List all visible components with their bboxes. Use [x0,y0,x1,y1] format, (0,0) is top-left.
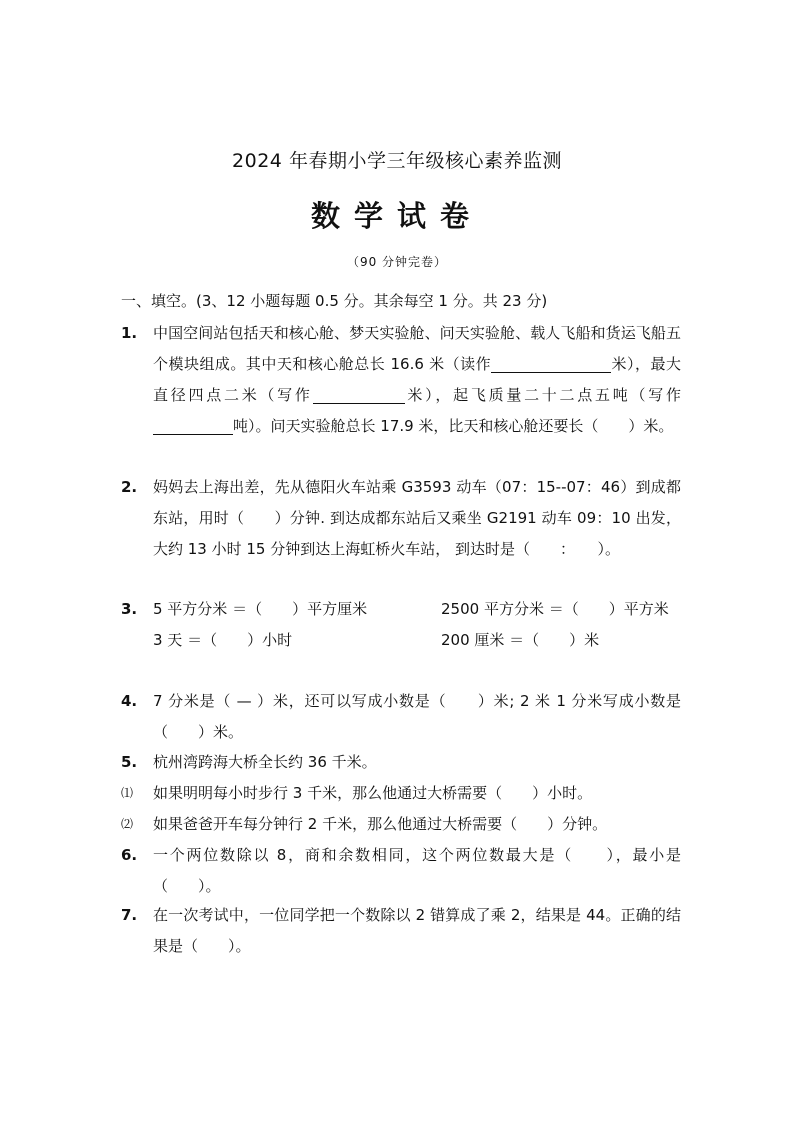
exam-title: 数学试卷 [310,199,483,233]
question-5 [121,747,681,778]
conversion-item: 5 平方分米 ＝（ ）平方厘米 [153,600,368,618]
question-5-part-1 [121,778,681,809]
question-number: 6. [121,846,138,864]
question-text: 如果明明每小时步行 3 千米，那么他通过大桥需要（ ）小时。 [153,784,593,802]
question-3 [121,594,681,656]
question-number: 3. [121,600,138,618]
question-text: 一个两位数除以 8，商和余数相同，这个两位数最大是（ ），最小是（ ）。 [153,846,681,895]
question-text: 7 分米是（ — ）米，还可以写成小数是（ ）米; 2 米 1 分米写成小数是（ ）米。 [153,692,681,741]
conversion-item: 2500 平方分米 ＝（ ）平方米 [441,600,669,618]
answer-blank[interactable] [313,385,405,404]
question-text: 在一次考试中，一位同学把一个数除以 2 错算成了乘 2，结果是 44。正确的结果是（ ）。 [153,906,681,955]
question-number: 1. [121,324,138,342]
question-text: 杭州湾跨海大桥全长约 36 千米。 [153,753,377,771]
question-5-part-2 [121,809,681,840]
question-text: 如果爸爸开车每分钟行 2 千米，那么他通过大桥需要（ ）分钟。 [153,815,608,833]
section-heading: 一、填空。(3、12 小题每题 0.5 分。其余每空 1 分。共 23 分) [121,292,548,310]
question-number: 5. [121,753,138,771]
question-4 [121,686,681,748]
sub-question-number: ⑵ [121,817,134,831]
question-number: 2. [121,478,138,496]
conversion-item: 200 厘米 ＝（ ）米 [441,631,600,649]
conversion-item: 3 天 ＝（ ）小时 [153,631,293,649]
question-text: 妈妈去上海出差，先从德阳火车站乘 G3593 动车（07：15--07：46）到成都东站，用时（ ）分钟. 到达成都东站后又乘坐 G2191 动车 09：10 出发，大约 13 小时 15 分钟到达上海虹桥火车站， 到达时是（ ： ）。 [153,478,681,558]
question-6 [121,840,681,902]
question-1 [121,318,681,442]
question-7 [121,900,681,962]
exam-duration: （90 分钟完卷） [346,255,448,269]
exam-subtitle: 2024 年春期小学三年级核心素养监测 [232,150,562,172]
question-number: 7. [121,906,138,924]
question-text: 中国空间站包括天和核心舱、梦天实验舱、问天实验舱、载人飞船和货运飞船五个模块组成。其中天和核心舱总长 16.6 米（读作 米），最大直径四点二米（写作 米），起飞质量二十二点五吨（写作吨）。问天实验舱总长 17.9 米，比天和核心舱还要长（ ）米。 [153,324,681,435]
answer-blank[interactable] [153,416,233,435]
question-number: 4. [121,692,138,710]
answer-blank[interactable] [491,354,611,373]
sub-question-number: ⑴ [121,786,134,800]
question-2 [121,472,681,565]
